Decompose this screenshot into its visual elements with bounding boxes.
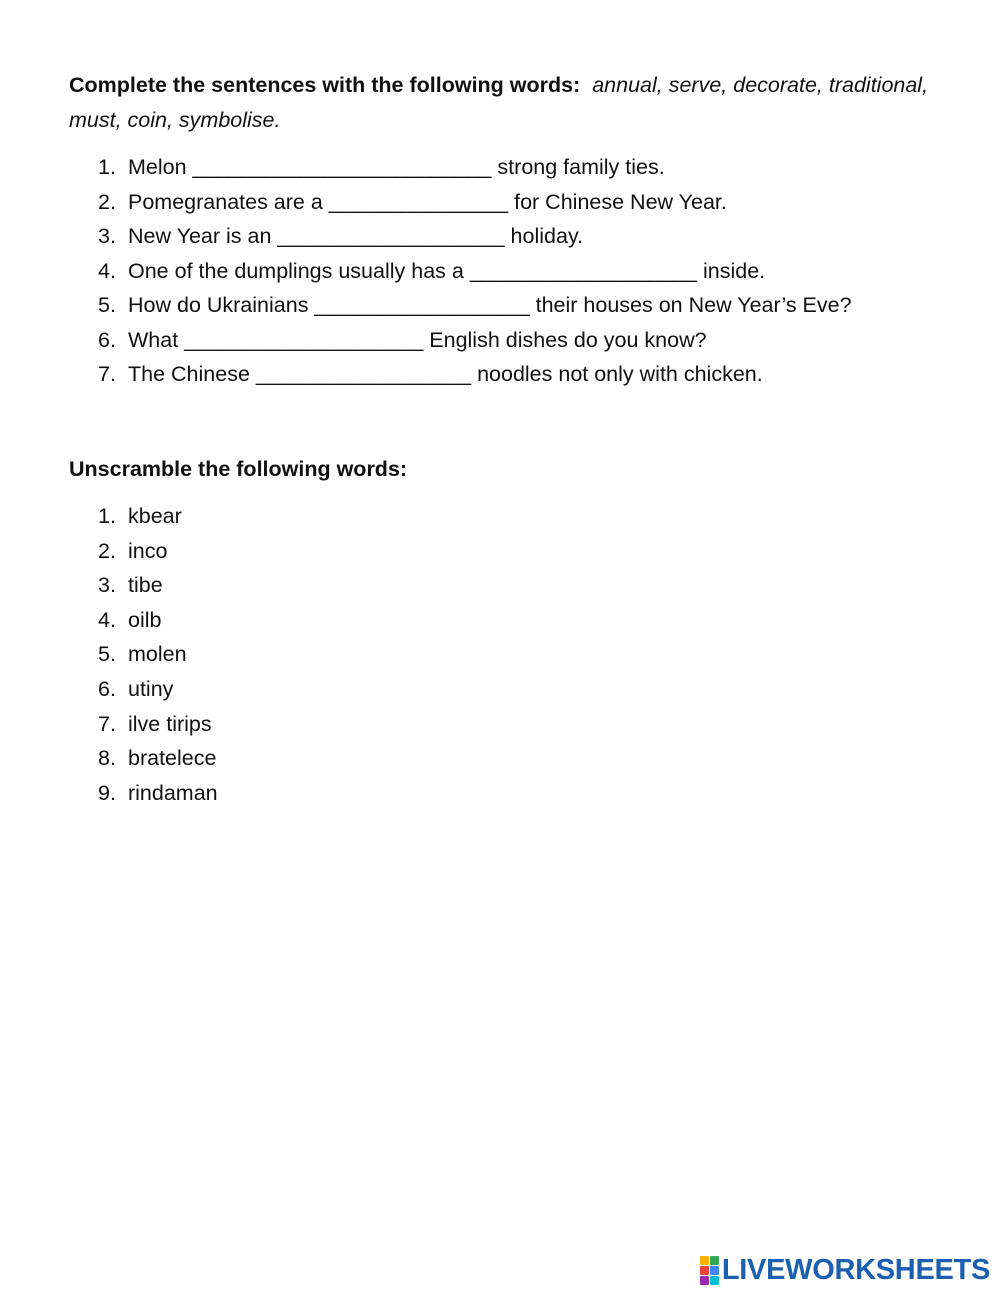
scrambled-word: inco <box>128 538 168 563</box>
item-number: 2. <box>98 538 116 563</box>
item-number: 5. <box>98 293 116 317</box>
sentence-item <box>98 150 852 185</box>
item-number: 7. <box>98 362 116 386</box>
item-number: 9. <box>98 780 116 805</box>
item-number: 6. <box>98 676 116 701</box>
scrambled-word-list <box>98 499 218 810</box>
sentence-text: New Year is an ___________________ holiday. <box>128 224 584 248</box>
logo-block <box>710 1276 719 1285</box>
sentence-item <box>98 323 852 358</box>
logo-block <box>710 1256 719 1265</box>
scrambled-word: tibe <box>128 573 163 598</box>
word-bank: annual, serve, decorate, traditional, must, coin, symbolise. <box>69 73 929 132</box>
instruction-bold: Complete the sentences with the following words: <box>69 73 581 97</box>
word-item <box>98 499 218 534</box>
sentence-text: The Chinese __________________ noodles not only with chicken. <box>128 362 763 386</box>
scrambled-word: rindaman <box>128 780 218 805</box>
item-number: 4. <box>98 258 116 283</box>
sentence-text: Melon _________________________ strong family ties. <box>128 155 665 179</box>
item-number: 1. <box>98 504 116 528</box>
scrambled-word: molen <box>128 642 187 667</box>
logo-block <box>700 1276 709 1285</box>
item-number: 3. <box>98 573 116 598</box>
item-number: 7. <box>98 711 116 736</box>
word-item <box>98 637 218 672</box>
scrambled-word: bratelece <box>128 746 217 771</box>
liveworksheets-logo[interactable] <box>700 1252 990 1288</box>
sentence-text: How do Ukrainians __________________ their houses on New Year’s Eve? <box>128 293 852 317</box>
word-item <box>98 603 218 638</box>
word-item <box>98 534 218 569</box>
item-number: 5. <box>98 642 116 667</box>
scrambled-word: utiny <box>128 676 174 701</box>
brand-name: LIVEWORKSHEETS <box>721 1253 990 1286</box>
sentence-item <box>98 288 852 323</box>
word-item <box>98 672 218 707</box>
scrambled-word: oilb <box>128 607 162 632</box>
word-item <box>98 776 218 811</box>
sentence-item <box>98 185 852 220</box>
sentence-text: Pomegranates are a _______________ for Chinese New Year. <box>128 189 727 214</box>
item-number: 4. <box>98 607 116 632</box>
logo-block <box>710 1266 719 1275</box>
sentence-item <box>98 357 852 392</box>
item-number: 1. <box>98 155 116 179</box>
scrambled-word: kbear <box>128 504 182 528</box>
section2-heading: Unscramble the following words: <box>69 457 408 481</box>
section1-instruction <box>69 68 929 138</box>
item-number: 8. <box>98 746 116 771</box>
sentence-list <box>98 150 852 392</box>
word-item <box>98 568 218 603</box>
logo-block <box>700 1256 709 1265</box>
scrambled-word: ilve tirips <box>128 711 212 736</box>
logo-blocks-icon <box>700 1256 719 1285</box>
sentence-text: One of the dumplings usually has a ___________________ inside. <box>128 258 766 283</box>
word-item <box>98 707 218 742</box>
logo-block <box>700 1266 709 1275</box>
item-number: 6. <box>98 327 116 352</box>
item-number: 2. <box>98 189 116 214</box>
sentence-text: What ____________________ English dishes do you know? <box>128 327 707 352</box>
item-number: 3. <box>98 224 116 248</box>
sentence-item <box>98 254 852 289</box>
sentence-item <box>98 219 852 254</box>
word-item <box>98 741 218 776</box>
